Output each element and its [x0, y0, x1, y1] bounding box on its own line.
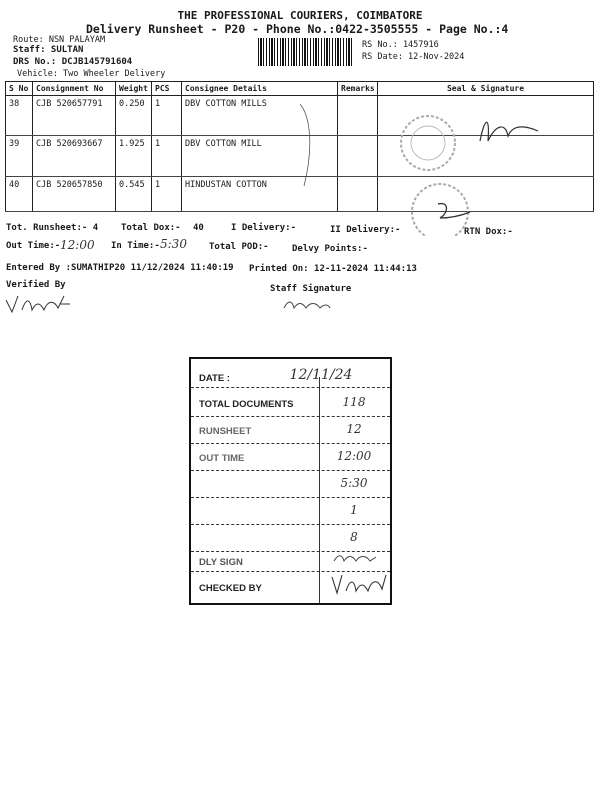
- runsheet-title: Delivery Runsheet - P20 - Phone No.:0422-3505555 - Page No.:4: [86, 22, 509, 36]
- company-title: THE PROFESSIONAL COURIERS, COIMBATORE: [177, 9, 423, 22]
- stamp-value: 5:30: [340, 476, 368, 490]
- stamp-row-6: [191, 524, 390, 552]
- stamp-row-runsheet: [191, 416, 390, 444]
- cell-pcs: 1: [152, 136, 182, 177]
- stamp-value: 12/11/24: [289, 367, 353, 383]
- cell-consignee: DBV COTTON MILLS: [182, 96, 338, 136]
- in-time-label: In Time:-: [111, 241, 160, 251]
- cell-consignee: HINDUSTAN COTTON: [182, 177, 338, 212]
- cell-weight: 0.250: [116, 96, 152, 136]
- cell-consignment: CJB 520657850: [33, 177, 116, 212]
- total-runsheet: Tot. Runsheet:- 4: [6, 223, 99, 233]
- stamp-label: CHECKED BY: [199, 583, 262, 594]
- col-consignee: Consignee Details: [182, 82, 338, 96]
- total-dox-value: 40: [193, 223, 204, 233]
- vehicle-label: Vehicle: Two Wheeler Delivery: [17, 69, 166, 79]
- dly-sign-signature-image: [330, 551, 380, 567]
- rs-date: RS Date: 12-Nov-2024: [362, 52, 465, 62]
- office-stamp-box: [189, 357, 392, 605]
- stamp-label: TOTAL DOCUMENTS: [199, 399, 294, 410]
- cell-weight: 0.545: [116, 177, 152, 212]
- stamp-label: OUT TIME: [199, 453, 245, 464]
- staff-signature-label: Staff Signature: [270, 284, 352, 294]
- stamp-value: 12: [346, 422, 362, 436]
- stamp-row-date: [191, 359, 390, 388]
- cell-consignment: CJB 520657791: [33, 96, 116, 136]
- stamp-value: 12:00: [336, 449, 372, 463]
- delvy-points: Delvy Points:-: [292, 244, 368, 254]
- cell-weight: 1.925: [116, 136, 152, 177]
- col-consignment: Consignment No: [33, 82, 116, 96]
- col-weight: Weight: [116, 82, 152, 96]
- stamp-value: 8: [350, 530, 358, 544]
- stamp-row-5: [191, 497, 390, 525]
- staff-signature-image: [282, 296, 332, 314]
- stamp-label: DLY SIGN: [199, 557, 243, 568]
- cell-pcs: 1: [152, 96, 182, 136]
- route-label: Route: NSN PALAYAM: [13, 35, 106, 45]
- col-seal: Seal & Signature: [378, 82, 594, 96]
- verified-by-label: Verified By: [6, 280, 66, 290]
- cell-consignee: DBV COTTON MILL: [182, 136, 338, 177]
- cell-sno: 39: [6, 136, 33, 177]
- cell-consignment: CJB 520693667: [33, 136, 116, 177]
- ii-delivery: II Delivery:-: [330, 225, 401, 235]
- col-remarks: Remarks: [338, 82, 378, 96]
- col-sno: S No: [6, 82, 33, 96]
- stamp-value: 1: [350, 503, 358, 517]
- printed-on: Printed On: 12-11-2024 11:44:13: [249, 264, 417, 274]
- stamp-row-total-documents: [191, 387, 390, 417]
- staff-label: Staff: SULTAN: [13, 45, 84, 55]
- cell-sno: 40: [6, 177, 33, 212]
- i-delivery: I Delivery:-: [231, 223, 297, 233]
- drs-number: DRS No.: DCJB145791604: [13, 57, 133, 67]
- table-header-row: [6, 82, 594, 96]
- rs-number: RS No.: 1457916: [362, 40, 439, 50]
- out-time-handwritten: 12:00: [60, 238, 95, 252]
- rtn-dox: RTN Dox:-: [464, 227, 513, 237]
- barcode-image: [258, 38, 354, 66]
- verified-signature-image: [4, 292, 74, 318]
- stamp-row-out-time: [191, 443, 390, 471]
- out-time-label: Out Time:-: [6, 241, 61, 251]
- total-pod: Total POD:-: [209, 242, 269, 252]
- checked-by-signature-image: [330, 571, 388, 599]
- stamp-row-in-time: [191, 470, 390, 498]
- seal-stamps-image: [300, 96, 590, 236]
- entered-by: Entered By :SUMATHIP20 11/12/2024 11:40:19: [6, 263, 234, 273]
- col-pcs: PCS: [152, 82, 182, 96]
- stamp-label: DATE :: [199, 373, 230, 384]
- stamp-label: RUNSHEET: [199, 426, 252, 437]
- cell-sno: 38: [6, 96, 33, 136]
- cell-pcs: 1: [152, 177, 182, 212]
- in-time-handwritten: 5:30: [160, 237, 187, 251]
- stamp-value: 118: [342, 395, 366, 409]
- total-dox-label: Total Dox:-: [121, 223, 181, 233]
